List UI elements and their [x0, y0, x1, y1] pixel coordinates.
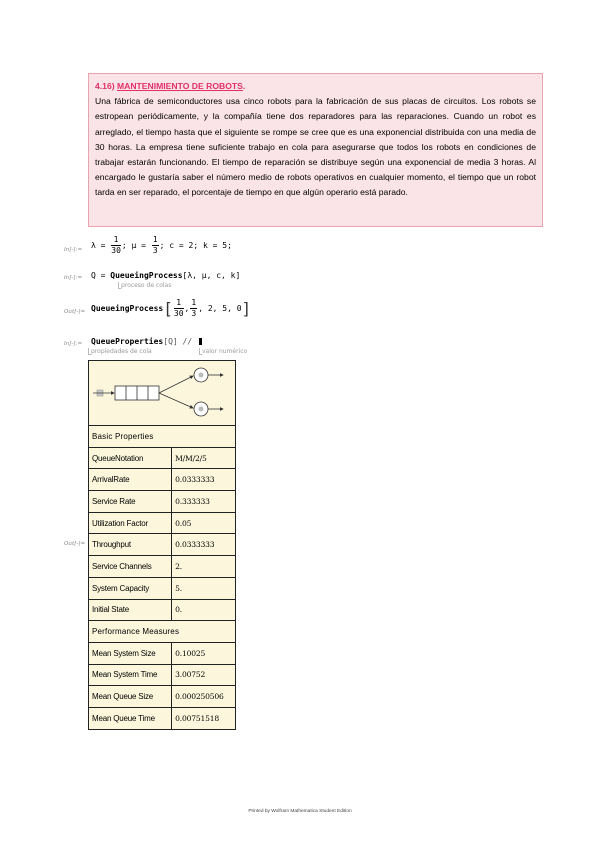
property-value: 0.333333 [172, 491, 236, 513]
table-row [89, 664, 236, 686]
out2-f1-den: 30 [173, 309, 184, 318]
in2-hint: proceso de colas [121, 282, 172, 289]
print-footer: Printed by Wolfram Mathematica Student Edition [248, 809, 352, 814]
lambda-fraction [111, 235, 121, 256]
table-row [89, 512, 236, 534]
text-cursor [199, 338, 202, 345]
property-name: Mean Queue Size [89, 686, 172, 708]
property-name: QueueNotation [89, 447, 172, 469]
property-name: Utilization Factor [89, 512, 172, 534]
in2-pre: Q = [91, 271, 111, 280]
property-name: System Capacity [89, 577, 172, 599]
basic-properties-header-row [89, 426, 236, 448]
problem-heading [95, 79, 536, 94]
out2-f2-den: 3 [191, 309, 197, 318]
table-row [89, 469, 236, 491]
property-value: M/M/2/5 [172, 447, 236, 469]
performance-measures-header-row [89, 621, 236, 643]
property-value: 5. [172, 577, 236, 599]
mu-num: 1 [152, 235, 158, 244]
in1-label: In[-]:= [64, 247, 83, 253]
out2-fraction-2 [190, 298, 197, 319]
problem-title-suffix: . [242, 81, 246, 91]
lambda-den: 30 [111, 246, 121, 255]
table-row [89, 599, 236, 621]
table-row [89, 577, 236, 599]
out2-close: ] [241, 299, 252, 318]
in1-code[interactable] [91, 235, 232, 256]
problem-number: 4.16) [95, 81, 115, 91]
property-name: Service Rate [89, 491, 172, 513]
table-row [89, 707, 236, 729]
out2-fraction-1 [174, 298, 184, 319]
out2-code: QueueingProcess[ $\frac{1}{30}$ , $\frac{1}{3}$ , 2, 5, 0] [91, 298, 252, 318]
queue-properties-fn: QueueProperties [91, 337, 164, 346]
problem-title: MANTENIMIENTO DE ROBOTS [116, 81, 243, 91]
in1-mid: ; μ = [121, 241, 151, 250]
mu-fraction [152, 235, 159, 256]
property-value: 0.10025 [172, 642, 236, 664]
queue-diagram-row [89, 361, 236, 426]
table-row [89, 642, 236, 664]
table-row [89, 491, 236, 513]
queue-diagram [89, 361, 236, 426]
in3-args: [Q] // [163, 337, 197, 346]
problem-text: Una fábrica de semiconductores usa cinco robots para la fabricación de sus placas de circuitos. Los robots se estropean periódicamente, y la compañía tiene dos reparadores para las reparaciones. Cuando un robot es arreglado, el tiempo hasta que el siguiente se rompe se cree que es una exponencial distribuida con una media de 30 horas. La empresa tiene suficiente trabajo en cola para asegurarse que todos los robots en condiciones de trabajar estarán funcionando. El tiempo de reparación se distribuye según una exponencial de media 3 horas. Al encargado le gustaría saber el número medio de robots operativos en cualquier momento, el tiempo que un robot tarda en ser reparado, el porcentaje de tiempo en que algún operario está parado. [95, 96, 536, 198]
out3-label: Out[-]= [64, 541, 86, 547]
out2-open: [ [163, 299, 173, 318]
out2-f2-num: 1 [191, 298, 197, 307]
property-value: 0.0333333 [172, 469, 236, 491]
in2-label: In[-]:= [64, 275, 83, 281]
out2-fn: QueueingProcess [91, 304, 164, 313]
in3-hint-1: propiedades de cola [91, 348, 152, 355]
performance-measures-header: Performance Measures [89, 621, 236, 643]
table-row [89, 534, 236, 556]
property-name: Initial State [89, 599, 172, 621]
property-name: Mean Queue Time [89, 707, 172, 729]
property-value: 0.00751518 [172, 707, 236, 729]
queueing-process-fn: QueueingProcess [110, 271, 183, 280]
in1-post: ; c = 2; k = 5; [159, 241, 232, 250]
property-name: Mean System Time [89, 664, 172, 686]
out2-f1-num: 1 [174, 298, 184, 309]
table-row [89, 447, 236, 469]
property-value: 2. [172, 556, 236, 578]
mu-den: 3 [152, 246, 158, 255]
property-value: 3.00752 [172, 664, 236, 686]
out2-rest: , 2, 5, 0 [198, 304, 242, 313]
queue-network-diagram [89, 361, 235, 423]
lambda-num: 1 [111, 235, 121, 246]
property-name: Mean System Size [89, 642, 172, 664]
property-value: 0.000250506 [172, 686, 236, 708]
table-row [89, 686, 236, 708]
in3-hint-2: valor numérico [202, 348, 248, 355]
property-name: ArrivalRate [89, 469, 172, 491]
in1-pre: λ = [91, 241, 111, 250]
basic-properties-header: Basic Properties [89, 426, 236, 448]
in3-label: In[-]:= [64, 341, 83, 347]
property-name: Throughput [89, 534, 172, 556]
property-value: 0. [172, 599, 236, 621]
out2-label: Out[-]= [64, 309, 86, 315]
in3-code[interactable] [91, 337, 202, 346]
table-row [89, 556, 236, 578]
property-name: Service Channels [89, 556, 172, 578]
in2-args: [λ, μ, c, k] [182, 271, 241, 280]
in2-code[interactable] [91, 271, 240, 280]
property-value: 0.0333333 [172, 534, 236, 556]
problem-statement [88, 73, 543, 227]
property-value: 0.05 [172, 512, 236, 534]
queue-properties-table [88, 360, 236, 730]
